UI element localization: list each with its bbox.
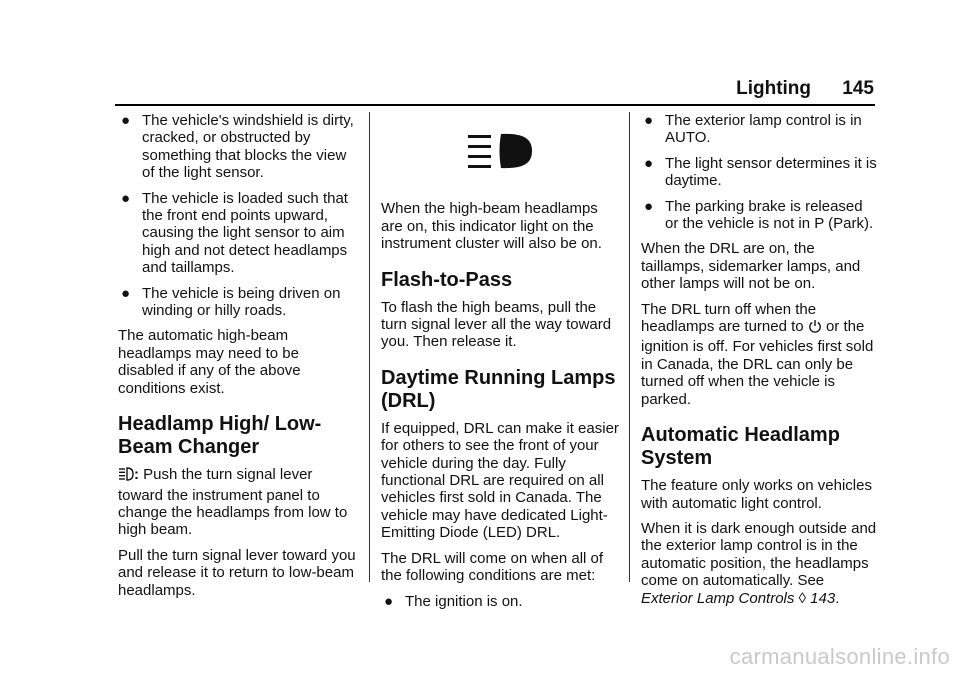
body-paragraph: When the DRL are on, the taillamps, sidemarker lamps, and other lamps will not be on. bbox=[641, 240, 861, 293]
list-item bbox=[641, 112, 879, 147]
high-beam-icon bbox=[118, 466, 134, 486]
column-divider bbox=[369, 112, 370, 582]
body-paragraph: To flash the high beams, pull the turn signal lever all the way toward you. Then release it. bbox=[381, 298, 612, 351]
bullet-text: The exterior lamp control is in AUTO. bbox=[665, 112, 862, 147]
bullet-text: The vehicle's windshield is dirty, cracked, or obstructed by something that blocks the view of the light sensor. bbox=[142, 112, 354, 182]
cross-reference-link[interactable]: Exterior Lamp Controls bbox=[641, 589, 795, 607]
list-item bbox=[381, 593, 619, 610]
body-paragraph: The automatic high-beam headlamps may need to be disabled if any of the above conditions exist. bbox=[118, 327, 301, 397]
section-heading: Headlamp High/ Low-Beam Changer bbox=[118, 413, 322, 459]
bullet-text: The light sensor determines it is daytime. bbox=[665, 154, 877, 190]
bullet-text: The parking brake is released or the vehicle is not in P (Park). bbox=[665, 197, 874, 233]
column-2 bbox=[381, 112, 619, 618]
body-paragraph: The DRL will come on when all of the following conditions are met: bbox=[381, 549, 604, 585]
page-ref-icon: ◊ bbox=[798, 589, 806, 607]
bullet-marker: ● bbox=[121, 189, 131, 207]
list-item bbox=[118, 190, 356, 277]
column-3 bbox=[641, 112, 879, 615]
body-paragraph: If equipped, DRL can make it easier for others to see the front of your vehicle during the day. Fully functional DRL are required on all vehicles first sold in Canada. The vehicle may have dedicated Light-Emitting Diode (LED) DRL. bbox=[381, 419, 619, 542]
paragraph-text: The DRL turn off when the headlamps are turned to bbox=[641, 300, 817, 336]
drl-off-paragraph bbox=[641, 301, 879, 408]
bullet-text: The ignition is on. bbox=[405, 592, 523, 610]
watermark: carmanualsonline.info bbox=[729, 644, 950, 669]
changer-colon: : bbox=[134, 466, 139, 484]
bullet-marker: ● bbox=[121, 112, 131, 129]
bullet-text: The vehicle is being driven on winding or hilly roads. bbox=[142, 284, 341, 320]
page-header bbox=[736, 78, 874, 100]
body-paragraph: When the high-beam headlamps are on, this indicator light on the instrument cluster will also be on. bbox=[381, 200, 602, 253]
column-divider bbox=[629, 112, 630, 582]
bullet-marker: ● bbox=[644, 197, 654, 215]
body-paragraph: Pull the turn signal lever toward you and release it to return to low-beam headlamps. bbox=[118, 546, 356, 599]
list-item bbox=[118, 112, 356, 182]
high-beam-indicator-icon bbox=[466, 132, 534, 174]
column-1 bbox=[118, 112, 356, 607]
page-number: 145 bbox=[842, 78, 874, 99]
page-reference[interactable]: 143 bbox=[810, 589, 836, 607]
crossref-paragraph bbox=[641, 520, 879, 607]
header-rule bbox=[115, 104, 875, 106]
list-item bbox=[118, 285, 356, 320]
changer-paragraph bbox=[118, 466, 356, 539]
bullet-text: The vehicle is loaded such that the front end points upward, causing the light sensor to aim high and not detect headlamps and taillamps. bbox=[142, 189, 348, 277]
section-heading: Flash-to-Pass bbox=[381, 268, 513, 291]
list-item bbox=[641, 155, 879, 190]
section-heading: Daytime Running Lamps (DRL) bbox=[381, 366, 616, 412]
indicator-illustration bbox=[381, 132, 619, 174]
paragraph-text: or the ignition is off. For vehicles first sold in Canada, the DRL can only be turned off when the vehicle is parked. bbox=[641, 318, 874, 408]
bullet-marker: ● bbox=[644, 112, 654, 129]
power-off-icon bbox=[808, 319, 822, 338]
section-heading: Automatic Headlamp System bbox=[641, 424, 840, 470]
list-item bbox=[641, 198, 879, 233]
paragraph-text: When it is dark enough outside and the exterior lamp control is in the automatic position, the headlamps come on automatically. See bbox=[641, 519, 877, 590]
bullet-marker: ● bbox=[644, 154, 654, 172]
bullet-marker: ● bbox=[121, 284, 131, 302]
changer-text: Push the turn signal lever toward the instrument panel to change the headlamps from low to high beam. bbox=[118, 466, 348, 539]
section-title: Lighting bbox=[736, 78, 812, 99]
paragraph-end: . bbox=[835, 589, 840, 607]
bullet-marker: ● bbox=[384, 592, 394, 610]
body-paragraph: The feature only works on vehicles with automatic light control. bbox=[641, 477, 872, 512]
